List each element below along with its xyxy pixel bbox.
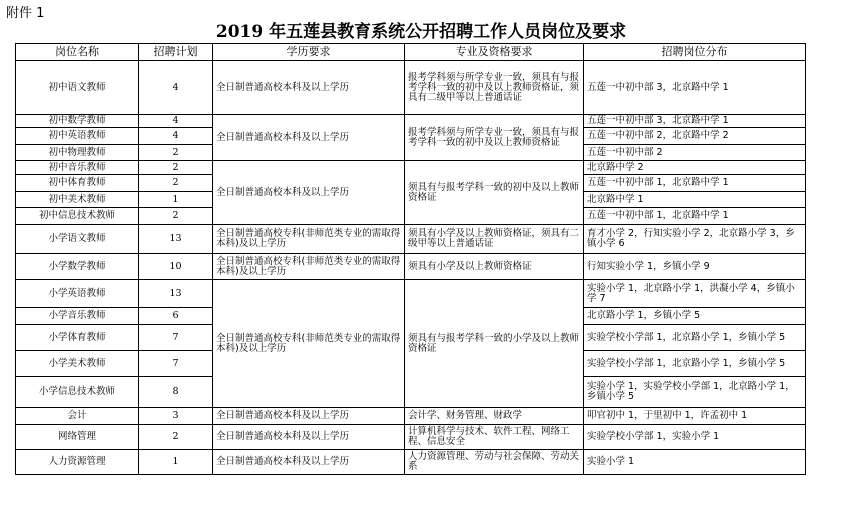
table-row	[16, 450, 806, 475]
table-row	[16, 161, 806, 175]
position-name: 初中美术教师	[16, 192, 139, 208]
distribution: 北京路小学 1，乡镇小学 5	[584, 308, 806, 325]
table-row	[16, 61, 806, 115]
distribution: 实验小学 1	[584, 450, 806, 475]
position-name: 小学数学教师	[16, 254, 139, 280]
qualification-req: 须具有与报考学科一致的小学及以上教师资格证	[405, 280, 584, 408]
position-name: 小学音乐教师	[16, 308, 139, 325]
position-count: 6	[139, 308, 213, 325]
position-name: 小学语文教师	[16, 225, 139, 254]
position-count: 2	[139, 175, 213, 192]
distribution: 五莲一中初中部 2	[584, 145, 806, 161]
page-title: 2019 年五莲县教育系统公开招聘工作人员岗位及要求	[215, 22, 627, 42]
position-name: 小学体育教师	[16, 325, 139, 351]
position-name: 初中数学教师	[16, 115, 139, 128]
position-name: 初中信息技术教师	[16, 208, 139, 225]
position-name: 小学美术教师	[16, 351, 139, 377]
qualification-req: 会计学、财务管理、财政学	[405, 408, 584, 425]
distribution: 五莲一中初中部 3，北京路中学 1	[584, 61, 806, 115]
distribution: 实验小学 1，实验学校小学部 1，北京路小学 1，乡镇小学 5	[584, 377, 806, 408]
education-req: 全日制普通高校专科(非师范类专业的需取得本科)及以上学历	[213, 225, 405, 254]
distribution: 实验小学 1，北京路小学 1，洪凝小学 4，乡镇小学 7	[584, 280, 806, 308]
education-req: 全日制普通高校本科及以上学历	[213, 61, 405, 115]
position-name: 小学英语教师	[16, 280, 139, 308]
table-row	[16, 425, 806, 450]
distribution: 实验学校小学部 1，北京路小学 1，乡镇小学 5	[584, 325, 806, 351]
position-name: 小学信息技术教师	[16, 377, 139, 408]
qualification-req: 须具有小学及以上教师资格证	[405, 254, 584, 280]
distribution: 北京路中学 1	[584, 192, 806, 208]
position-name: 人力资源管理	[16, 450, 139, 475]
position-count: 2	[139, 161, 213, 175]
recruitment-table	[15, 43, 806, 475]
position-count: 13	[139, 225, 213, 254]
distribution: 五莲一中初中部 3，北京路中学 1	[584, 115, 806, 128]
distribution: 五莲一中初中部 1，北京路中学 1	[584, 175, 806, 192]
table-row	[16, 115, 806, 128]
position-name: 初中音乐教师	[16, 161, 139, 175]
education-req: 全日制普通高校本科及以上学历	[213, 450, 405, 475]
attachment-label: 附件 1	[6, 6, 45, 21]
education-req: 全日制普通高校本科及以上学历	[213, 425, 405, 450]
position-count: 4	[139, 61, 213, 115]
distribution: 育才小学 2，行知实验小学 2，北京路小学 3，乡镇小学 6	[584, 225, 806, 254]
header-education: 学历要求	[213, 44, 405, 61]
header-count: 招聘计划	[139, 44, 213, 61]
table-header-row	[16, 44, 806, 61]
position-count: 10	[139, 254, 213, 280]
header-distribution: 招聘岗位分布	[584, 44, 806, 61]
table-row	[16, 254, 806, 280]
position-count: 1	[139, 450, 213, 475]
position-count: 1	[139, 192, 213, 208]
position-count: 7	[139, 325, 213, 351]
position-count: 4	[139, 115, 213, 128]
qualification-req: 报考学科须与所学专业一致，须具有与报考学科一致的初中及以上教师资格证	[405, 115, 584, 161]
header-position: 岗位名称	[16, 44, 139, 61]
education-req: 全日制普通高校本科及以上学历	[213, 408, 405, 425]
distribution: 行知实验小学 1，乡镇小学 9	[584, 254, 806, 280]
education-req: 全日制普通高校本科及以上学历	[213, 115, 405, 161]
qualification-req: 计算机科学与技术、软件工程、网络工程、信息安全	[405, 425, 584, 450]
distribution: 实验学校小学部 1，实验小学 1	[584, 425, 806, 450]
position-name: 网络管理	[16, 425, 139, 450]
position-count: 2	[139, 208, 213, 225]
position-count: 13	[139, 280, 213, 308]
header-qualification: 专业及资格要求	[405, 44, 584, 61]
position-name: 初中物理教师	[16, 145, 139, 161]
distribution: 实验学校小学部 1，北京路小学 1，乡镇小学 5	[584, 351, 806, 377]
qualification-req: 报考学科须与所学专业一致，须具有与报考学科一致的初中及以上教师资格证，须具有二级甲等以上普通话证	[405, 61, 584, 115]
distribution: 五莲一中初中部 2，北京路中学 2	[584, 128, 806, 145]
education-req: 全日制普通高校本科及以上学历	[213, 161, 405, 225]
table-row	[16, 280, 806, 308]
position-count: 2	[139, 145, 213, 161]
distribution: 叩官初中 1，于里初中 1，许孟初中 1	[584, 408, 806, 425]
position-count: 4	[139, 128, 213, 145]
distribution: 五莲一中初中部 1，北京路中学 1	[584, 208, 806, 225]
distribution: 北京路中学 2	[584, 161, 806, 175]
position-count: 7	[139, 351, 213, 377]
position-name: 初中体育教师	[16, 175, 139, 192]
table-row	[16, 225, 806, 254]
qualification-req: 须具有与报考学科一致的初中及以上教师资格证	[405, 161, 584, 225]
position-count: 3	[139, 408, 213, 425]
position-count: 2	[139, 425, 213, 450]
qualification-req: 须具有小学及以上教师资格证，须具有二级甲等以上普通话证	[405, 225, 584, 254]
education-req: 全日制普通高校专科(非师范类专业的需取得本科)及以上学历	[213, 254, 405, 280]
position-name: 初中英语教师	[16, 128, 139, 145]
position-name: 初中语文教师	[16, 61, 139, 115]
position-name: 会计	[16, 408, 139, 425]
table-row	[16, 408, 806, 425]
qualification-req: 人力资源管理、劳动与社会保障、劳动关系	[405, 450, 584, 475]
position-count: 8	[139, 377, 213, 408]
education-req: 全日制普通高校专科(非师范类专业的需取得本科)及以上学历	[213, 280, 405, 408]
